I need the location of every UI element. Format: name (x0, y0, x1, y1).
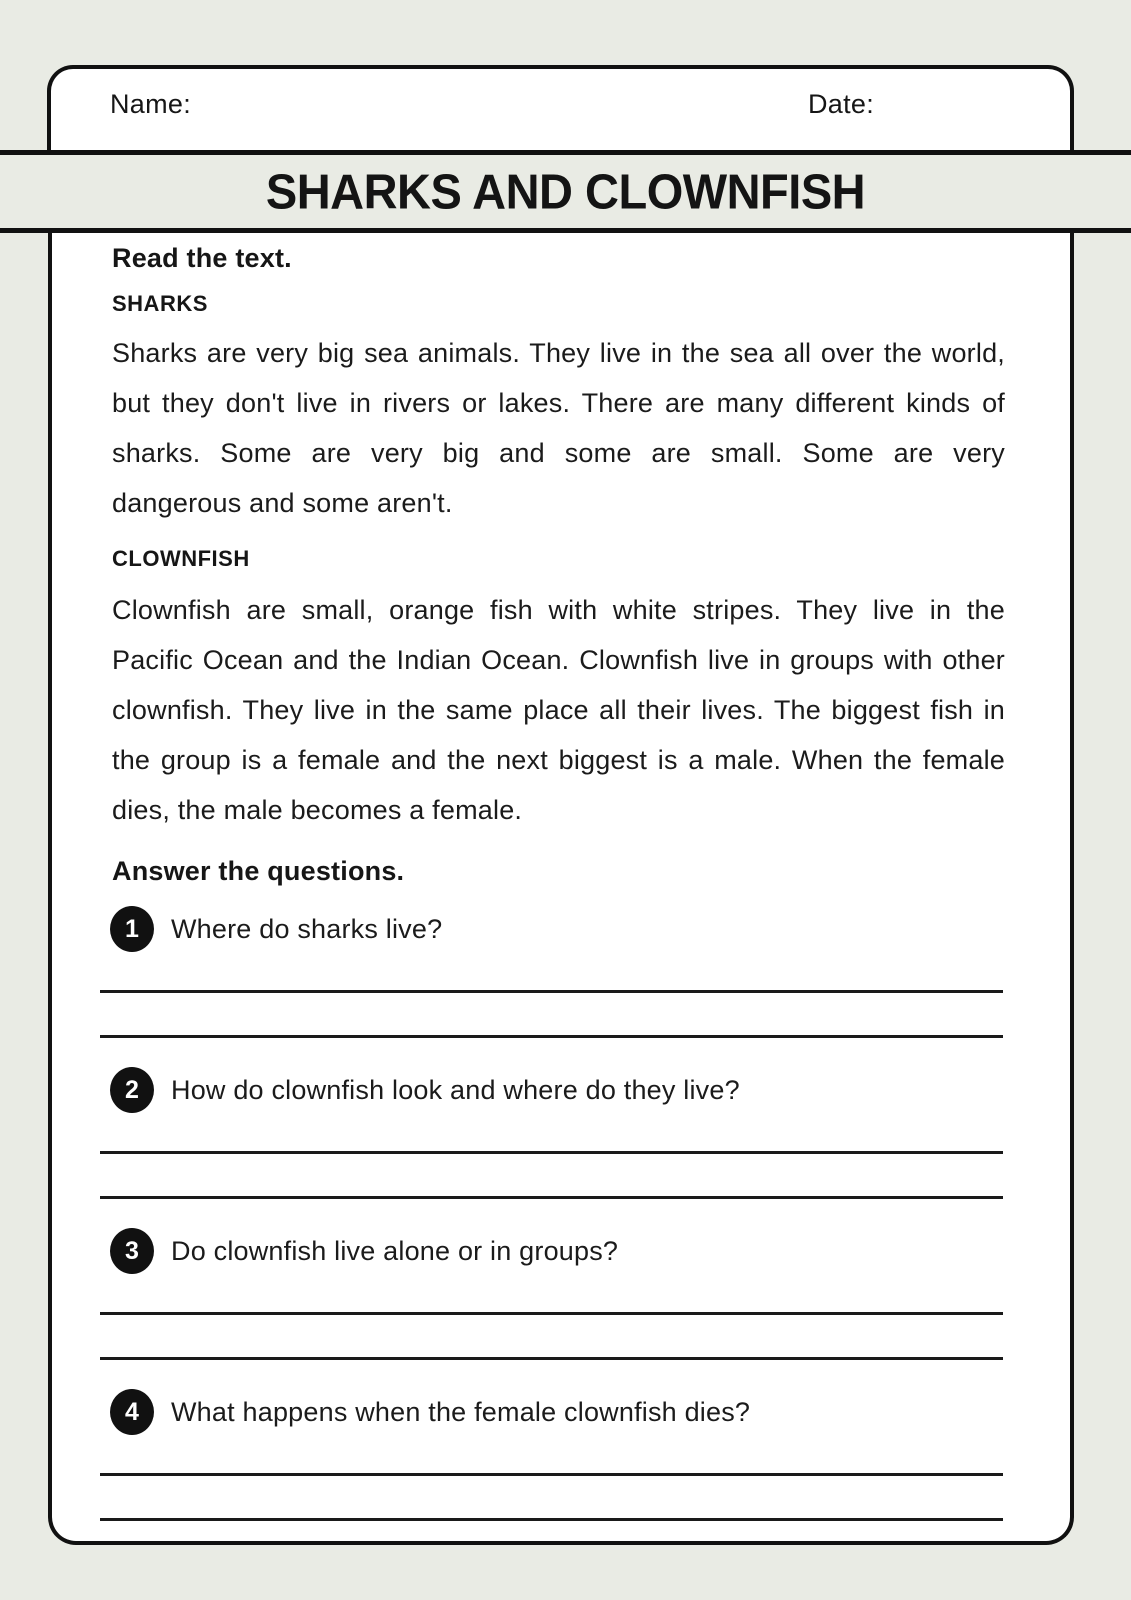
passage-heading-clownfish: CLOWNFISH (112, 546, 250, 571)
title-band (0, 150, 1131, 233)
question-text: What happens when the female clownfish dies? (171, 1396, 751, 1427)
question-row (110, 906, 1005, 952)
question-number-badge: 3 (110, 1228, 154, 1274)
answer-line[interactable] (100, 1035, 1003, 1038)
question-row (110, 1228, 1005, 1274)
date-label: Date: (808, 89, 875, 119)
question-block-4 (112, 1389, 1005, 1521)
question-text: Do clownfish live alone or in groups? (171, 1235, 619, 1266)
name-date-box (47, 65, 1074, 151)
page-title: SHARKS AND CLOWNFISH (265, 163, 866, 220)
answer-line[interactable] (100, 1473, 1003, 1476)
question-row (110, 1067, 1005, 1113)
worksheet-body (48, 233, 1074, 1545)
date-input-area[interactable] (874, 89, 1070, 123)
answer-line[interactable] (100, 1312, 1003, 1315)
name-field (110, 89, 808, 151)
answer-line[interactable] (100, 1518, 1003, 1521)
passage-body-sharks: Sharks are very big sea animals. They live in the sea all over the world, but they don't live in rivers or lakes. There are many different kinds of sharks. Some are very big and some are small. Some are very dangerous and some aren't. (112, 338, 1005, 518)
answer-line[interactable] (100, 990, 1003, 993)
passage-body-clownfish: Clownfish are small, orange fish with white stripes. They live in the Pacific Ocean and the Indian Ocean. Clownfish live in groups with other clownfish. They live in the same place all their lives. The biggest fish in the group is a female and the next biggest is a male. When the female dies, the male becomes a female. (112, 595, 1005, 825)
question-number-badge: 2 (110, 1067, 154, 1113)
question-block-1 (112, 906, 1005, 1038)
question-number-badge: 1 (110, 906, 154, 952)
question-block-2 (112, 1067, 1005, 1199)
question-row (110, 1389, 1005, 1435)
name-input-area[interactable] (191, 89, 808, 123)
read-instruction: Read the text. (112, 243, 292, 273)
name-label: Name: (110, 89, 192, 119)
question-block-3 (112, 1228, 1005, 1360)
answer-line[interactable] (100, 1357, 1003, 1360)
date-field (808, 89, 1070, 151)
question-text: How do clownfish look and where do they live? (171, 1074, 740, 1105)
passage-heading-sharks: SHARKS (112, 291, 208, 316)
answer-line[interactable] (100, 1196, 1003, 1199)
question-number-badge: 4 (110, 1389, 154, 1435)
answer-instruction: Answer the questions. (112, 856, 405, 886)
question-text: Where do sharks live? (171, 913, 443, 944)
answer-line[interactable] (100, 1151, 1003, 1154)
